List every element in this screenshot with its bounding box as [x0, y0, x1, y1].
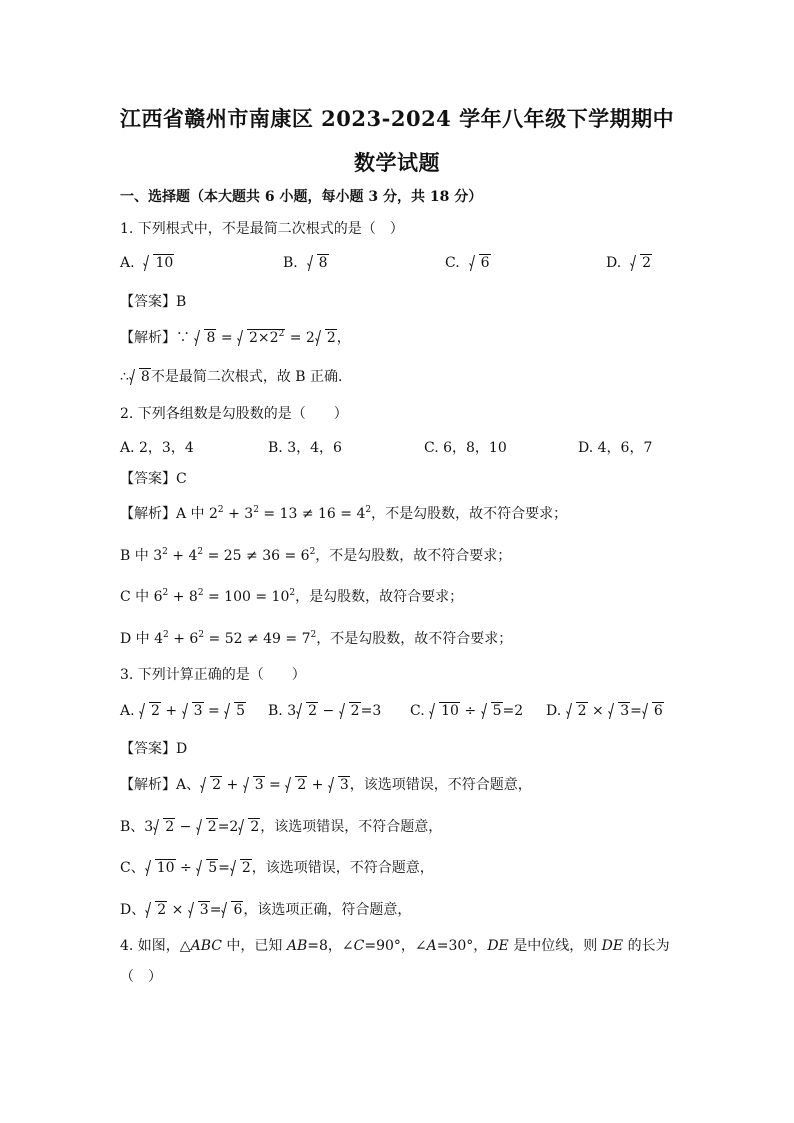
- sqrt-symbol: 2: [146, 901, 167, 918]
- sqrt-symbol: 5: [482, 702, 503, 719]
- question-3-option-a: A. 2 + 3 = 5: [120, 703, 246, 719]
- sqrt-symbol: 6: [470, 254, 491, 271]
- sqrt-symbol: 2: [239, 818, 260, 835]
- sqrt-symbol: 2: [286, 776, 307, 793]
- question-2-answer: 【答案】C: [120, 471, 187, 487]
- sqrt-symbol: 10: [144, 254, 174, 271]
- question-1-option-c: C. 6: [445, 255, 490, 271]
- sqrt-symbol: 3: [329, 776, 350, 793]
- question-2-analysis-d: D 中 $4^2 + 6^2 = 52 \ne 49 = 7^2$，不是勾股数，故不符合要求；: [120, 630, 513, 647]
- sqrt-symbol: 6: [222, 901, 243, 918]
- sqrt-symbol: 5: [197, 859, 218, 876]
- sqrt-symbol: 6: [643, 702, 664, 719]
- sqrt-symbol: 2: [316, 329, 337, 346]
- question-1-option-b: B. 8: [283, 255, 328, 271]
- sqrt-symbol: 2: [567, 702, 588, 719]
- question-1-stem: 1. 下列根式中，不是最简二次根式的是（ ）: [120, 221, 404, 237]
- question-1-analysis: 【解析】∵ $8 = 2\times 2^2 = 2$ 2，: [120, 329, 351, 346]
- question-2-analysis-a: 【解析】A 中 $2^2 + 3^2 = 13 \ne 16 = 4^2$，不是勾股数，故不符合要求；: [120, 505, 568, 522]
- sqrt-symbol: 3: [189, 901, 210, 918]
- sqrt-symbol: 2: [140, 702, 161, 719]
- sqrt-symbol: 3: [183, 702, 204, 719]
- sqrt-symbol: 2: [231, 859, 252, 876]
- sqrt-symbol: 5: [225, 702, 246, 719]
- sqrt-symbol: $2\times 2^2$: [238, 329, 285, 346]
- question-2-option-a: A. 2，3，4: [120, 440, 194, 456]
- question-2-option-d: D. 4，6，7: [578, 440, 653, 456]
- question-2-analysis-c: C 中 $6^2 + 8^2 = 100 = 10^2$，是勾股数，故符合要求；: [120, 588, 464, 605]
- question-1-conclusion: ∴ 8不是最简二次根式，故 B 正确.: [120, 369, 343, 385]
- sqrt-symbol: 10: [146, 859, 176, 876]
- question-4-answer-paren: （ ）: [120, 969, 162, 985]
- question-3-analysis-c: C、 10 ÷ 5= 2，该选项错误，不符合题意，: [120, 860, 434, 876]
- question-3-stem: 3. 下列计算正确的是（ ）: [120, 667, 306, 683]
- question-3-option-d: D. 2 × 3= 6: [546, 703, 663, 719]
- question-4-stem: 4. 如图，△ABC 中，已知 AB=8，∠C=90°，∠A=30°，DE 是中位线，则 DE 的长为: [120, 938, 670, 954]
- question-1-answer: 【答案】B: [120, 294, 187, 310]
- sqrt-symbol: 2: [201, 776, 222, 793]
- sqrt-symbol: 2: [631, 254, 652, 271]
- sqrt-symbol: 10: [430, 702, 460, 719]
- question-2-option-b: B. 3，4，6: [268, 440, 342, 456]
- sqrt-symbol: 8: [195, 329, 216, 346]
- question-2-analysis-b: B 中 $3^2 + 4^2 = 25 \ne 36 = 6^2$，不是勾股数，故不符合要求；: [120, 547, 512, 564]
- sqrt-symbol: 2: [154, 818, 175, 835]
- question-2-option-c: C. 6，8，10: [424, 440, 507, 456]
- sqrt-symbol: 8: [130, 368, 151, 385]
- question-3-answer: 【答案】D: [120, 741, 188, 757]
- sqrt-symbol: 2: [297, 702, 318, 719]
- section-heading: 一、选择题（本大题共 6 小题，每小题 3 分，共 18 分）: [120, 189, 483, 205]
- document-subtitle: 数学试题: [354, 150, 440, 175]
- sqrt-symbol: 3: [609, 702, 630, 719]
- sqrt-symbol: 3: [244, 776, 265, 793]
- question-1-option-a: A. 10: [120, 255, 174, 271]
- document-title: 江西省赣州市南康区 2023-2024 学年八年级下学期期中: [119, 106, 675, 131]
- question-3-option-c: C. 10 ÷ 5=2: [410, 703, 524, 719]
- question-3-analysis-d: D、 2 × 3= 6，该选项正确，符合题意，: [120, 902, 412, 918]
- question-2-stem: 2. 下列各组数是勾股数的是（ ）: [120, 406, 348, 422]
- sqrt-symbol: 8: [308, 254, 329, 271]
- sqrt-symbol: 2: [340, 702, 361, 719]
- question-3-option-b: B. 3 2 − 2=3: [268, 703, 382, 719]
- question-3-analysis-a: 【解析】A、 2 + 3 = 2 + 3，该选项错误，不符合题意，: [120, 777, 532, 793]
- question-3-analysis-b: B、3 2 − 2=2 2，该选项错误，不符合题意，: [120, 819, 443, 835]
- question-1-option-d: D. 2: [606, 255, 652, 271]
- sqrt-symbol: 2: [197, 818, 218, 835]
